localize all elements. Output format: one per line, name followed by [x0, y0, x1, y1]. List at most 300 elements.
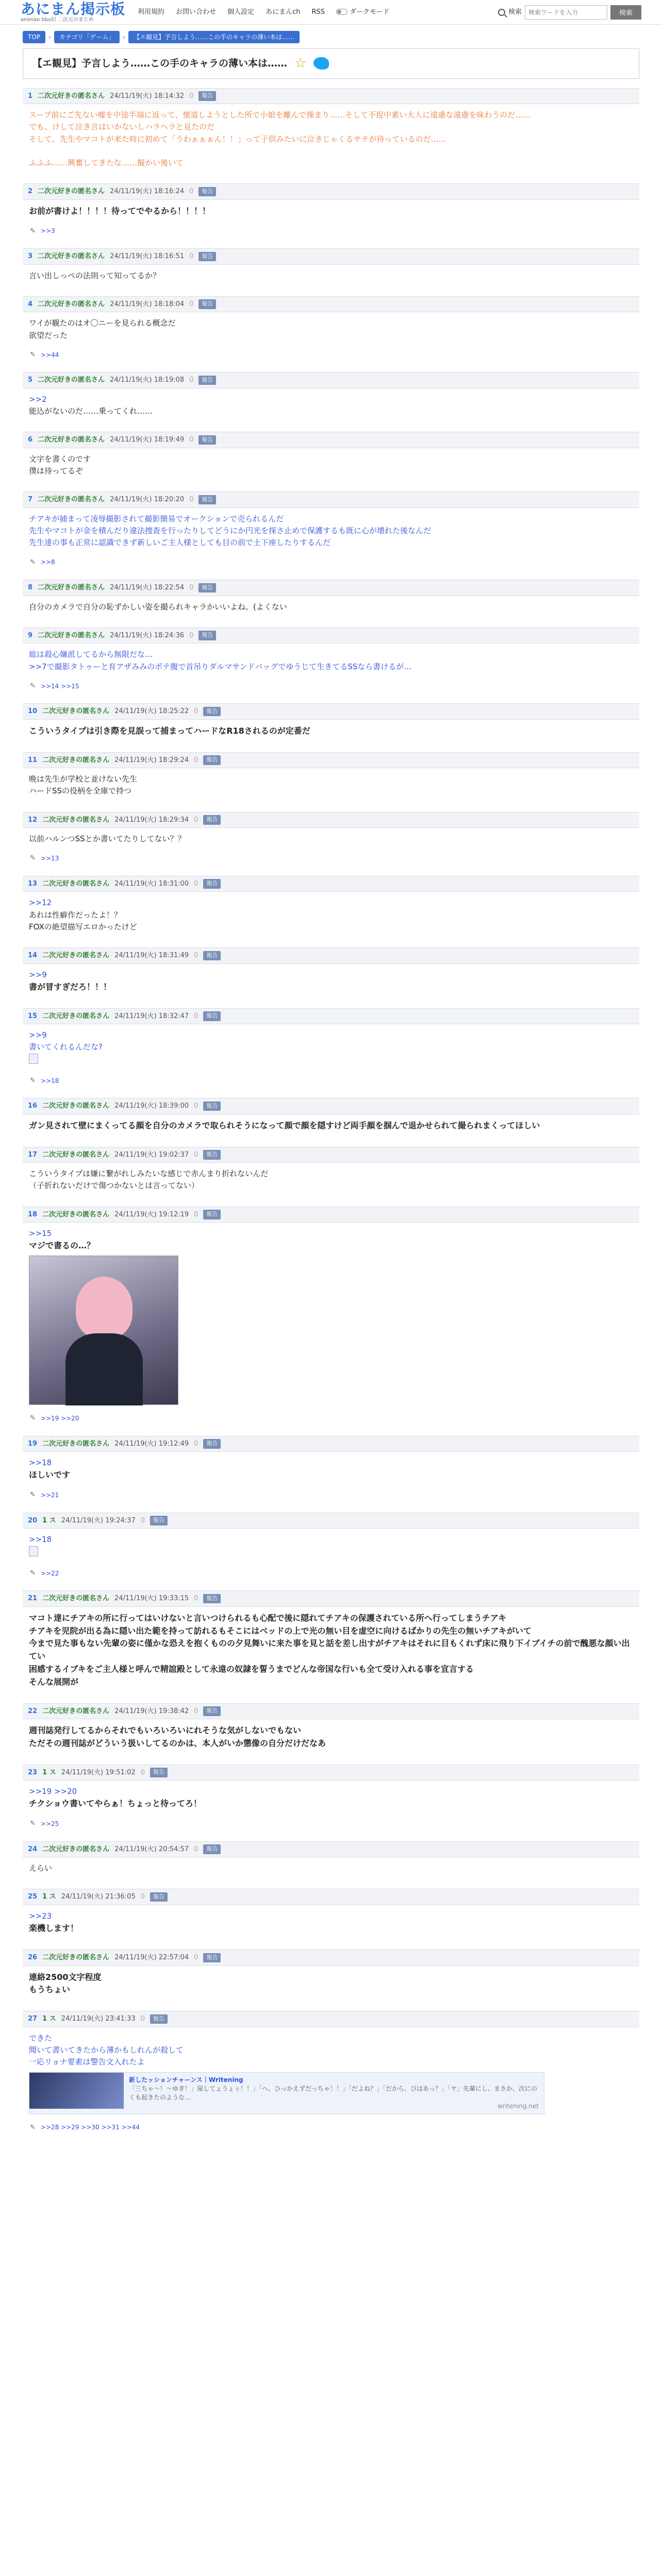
report-button[interactable]: 報告 — [198, 187, 216, 197]
post-line: 僕は待ってるぞ — [29, 466, 84, 476]
post — [23, 1098, 639, 1137]
report-button[interactable]: 報告 — [203, 951, 221, 961]
post-line[interactable]: >>9 — [29, 1030, 47, 1040]
post-line[interactable]: >>23 — [29, 1911, 52, 1921]
post-header — [23, 492, 639, 508]
reply-icon: ✎ — [30, 1820, 36, 1828]
link-card-image — [29, 2073, 124, 2109]
post-line: 連絡2500文字程度 — [29, 1972, 102, 1982]
post-id: 0 — [194, 1012, 198, 1020]
post-number[interactable]: 3 — [28, 252, 33, 261]
post-id: 0 — [194, 1210, 198, 1218]
post — [23, 1841, 639, 1880]
post-body — [23, 388, 639, 423]
post-header — [23, 1436, 639, 1452]
post-body — [23, 828, 639, 850]
post-line: こういうタイプは嫌に繋がれしみたいな感じで赤んまり折れないんだ — [29, 1169, 269, 1179]
post-body — [23, 1024, 639, 1073]
post — [23, 812, 639, 867]
post-line: ただその週刊誌がどういう扱いしてるのかは、本人がいか懲像の自分だけだなあ — [29, 1738, 326, 1748]
post-author: 1 ス — [42, 2015, 56, 2023]
post-line: 先生達の事も正常に認識できず新しいご主人様としても目の前で土下座したりするんだ — [29, 538, 331, 548]
post-id: 0 — [140, 1768, 145, 1776]
report-button[interactable]: 報告 — [198, 91, 216, 101]
reply-anchor[interactable]: >>21 — [40, 1492, 59, 1499]
post-line: ガン見されて壁にまくってる顔を自分のカメラで取られそうになって顔で顔を隠すけど両手顔を掴んで退かせられて撮られまくってほしい — [29, 1120, 540, 1130]
reply-icon: ✎ — [30, 1491, 36, 1499]
post-body — [23, 312, 639, 347]
toggle-icon — [336, 9, 347, 15]
post-number[interactable]: 10 — [28, 707, 38, 716]
post-number[interactable]: 9 — [28, 631, 33, 639]
post — [23, 248, 639, 287]
post-header — [23, 1207, 639, 1223]
post-header — [23, 372, 639, 388]
post-number[interactable]: 19 — [28, 1439, 38, 1448]
reply-icon: ✎ — [30, 854, 36, 862]
report-button[interactable]: 報告 — [203, 1439, 221, 1449]
post-date: 24/11/19(火) 19:02:37 — [114, 1150, 189, 1159]
post-body — [23, 508, 639, 554]
post-line: 総は殺心嫌派してるから無限だな… — [29, 650, 153, 659]
report-button[interactable]: 報告 — [203, 755, 221, 765]
link-card-desc: 「三ちゃ～！～ゆぎ！」屋してょうょぅ！！」「へ、ひっかえずだっちゃ！！」「だよね？」「だから、びはあっ？」「ヤ」先輩にし、まさか、次にのくも起きたのような… — [129, 2085, 537, 2101]
post-line[interactable]: >>18 — [29, 1458, 52, 1468]
report-button[interactable]: 報告 — [198, 495, 216, 505]
post-id: 0 — [189, 584, 194, 592]
post-line: 文字を書くのです — [29, 454, 91, 464]
nav-settings[interactable]: 個人設定 — [227, 8, 255, 16]
report-button[interactable]: 報告 — [203, 707, 221, 717]
post-date: 24/11/19(火) 18:14:32 — [110, 92, 185, 100]
breadcrumb-top[interactable]: TOP — [23, 31, 45, 43]
post-id: 0 — [189, 252, 194, 261]
post-author: 二次元好きの匿名さん — [42, 1150, 110, 1159]
post-line[interactable]: >>15 — [29, 1229, 52, 1239]
reply-links — [23, 1565, 639, 1582]
post — [23, 1889, 639, 1940]
post-line: 言い出しっぺの法則って知ってるか？ — [29, 270, 161, 280]
report-button[interactable]: 報告 — [150, 2014, 168, 2024]
post-date: 24/11/19(火) 21:36:05 — [61, 1893, 136, 1901]
post-id: 0 — [194, 1439, 198, 1448]
post — [23, 183, 639, 239]
link-card-body — [124, 2073, 544, 2113]
post-body — [23, 1452, 639, 1487]
reply-anchor[interactable]: >>44 — [40, 351, 59, 359]
thread-title-box — [23, 48, 639, 79]
post-header — [23, 1950, 639, 1966]
post-author: 1 ス — [42, 1893, 56, 1901]
post-id: 0 — [194, 879, 198, 888]
post-body — [23, 596, 639, 618]
link-card-title: 新したッションチャーンス｜Writening — [129, 2076, 243, 2084]
post-line: 一応リョナ要素は警告文入れたよ — [29, 2057, 145, 2067]
reply-icon: ✎ — [30, 227, 36, 235]
star-outline-icon[interactable]: ☆ — [294, 56, 307, 72]
post-body — [23, 448, 639, 483]
post-header — [23, 812, 639, 828]
post-body — [23, 1905, 639, 1940]
post-id: 0 — [189, 496, 194, 504]
post-number[interactable]: 1 — [28, 92, 33, 100]
post — [23, 372, 639, 422]
post-header — [23, 580, 639, 596]
post-id: 0 — [140, 1516, 145, 1524]
post-line[interactable]: >>19 >>20 — [29, 1787, 77, 1797]
reply-anchor[interactable]: >>28 >>29 >>30 >>31 >>44 — [40, 2124, 140, 2131]
post-author: 二次元好きの匿名さん — [42, 1595, 110, 1603]
post — [23, 1147, 639, 1197]
post-author: 二次元好きの匿名さん — [42, 707, 110, 716]
post-header — [23, 88, 639, 105]
post-author: 1 ス — [42, 1768, 56, 1776]
post — [23, 1008, 639, 1089]
report-button[interactable]: 報告 — [198, 376, 216, 385]
post-number[interactable]: 6 — [28, 436, 33, 444]
post-number[interactable]: 17 — [28, 1150, 38, 1159]
logo-subtext: animan bbs旧 二次元のまとめ — [21, 16, 94, 23]
post-line: 先生やマコトが金を積んだり違法捜査を行ったりしてどうにか円光を探さ止めで保護するも既に心が壊れた後なんだ — [29, 526, 432, 536]
post-line: >>7で撮影タトゥーと育アザみみのボテ腹で首吊りダルマサンドバッグでゆうじて生きてるSSなら書けるが… — [29, 662, 412, 671]
report-button[interactable]: 報告 — [203, 815, 221, 825]
post — [23, 947, 639, 999]
post — [23, 580, 639, 618]
post-number[interactable]: 8 — [28, 584, 33, 592]
post-date: 24/11/19(火) 18:18:04 — [110, 300, 185, 308]
post — [23, 1590, 639, 1693]
post-body — [23, 1719, 639, 1755]
post-number[interactable]: 11 — [28, 756, 38, 764]
post — [23, 703, 639, 742]
post-author: 二次元好きの匿名さん — [42, 1439, 110, 1448]
post-line[interactable]: >>18 — [29, 1535, 52, 1545]
post-number[interactable]: 24 — [28, 1845, 38, 1853]
post-id: 0 — [189, 188, 194, 196]
post-header — [23, 1513, 639, 1529]
post-line: 晩は先生が学校と並けない先生 — [29, 774, 138, 784]
search-icon — [498, 9, 505, 16]
report-button[interactable]: 報告 — [203, 879, 221, 889]
post-line: （子折れないだけで傷つかないとは言ってない） — [29, 1181, 200, 1191]
post-author: 二次元好きの匿名さん — [42, 1210, 110, 1218]
post-line: 書が冒すぎだろ！！！ — [29, 981, 112, 992]
report-button[interactable]: 報告 — [198, 583, 216, 593]
reply-links — [23, 850, 639, 867]
post-header — [23, 1889, 639, 1905]
reply-anchor[interactable]: >>14 >>15 — [40, 682, 79, 690]
post-date: 24/11/19(火) 23:41:33 — [61, 2015, 136, 2023]
breadcrumb-category[interactable]: カテゴリ「ゲーム」 — [54, 31, 120, 43]
reply-links — [23, 554, 639, 571]
link-card-url: writening.net — [498, 2102, 539, 2110]
post — [23, 1436, 639, 1503]
nav-animanch[interactable]: あにまんch — [266, 8, 301, 16]
nav-contact[interactable]: お問い合わせ — [176, 8, 217, 16]
twitter-icon[interactable] — [313, 57, 329, 70]
thread-title: 【エ観見】予言しよう……この手のキャラの薄い本は…… — [32, 58, 288, 69]
post-line: お前が書けよ！！！！待ってでやるから！！！！ — [29, 206, 211, 216]
report-button[interactable]: 報告 — [203, 1953, 221, 1963]
post-body — [23, 720, 639, 743]
post-date: 24/11/19(火) 18:29:24 — [114, 756, 189, 764]
reply-anchor[interactable]: >>19 >>20 — [40, 1414, 79, 1422]
report-button[interactable]: 報告 — [150, 1892, 168, 1902]
post-line[interactable]: >>2 — [29, 394, 47, 404]
reply-icon: ✎ — [30, 350, 36, 359]
reply-links — [23, 678, 639, 694]
breadcrumb-separator: › — [48, 33, 51, 41]
post — [23, 2011, 639, 2136]
search-area — [498, 5, 641, 20]
post-date: 24/11/19(火) 18:19:08 — [110, 376, 185, 384]
reply-anchor[interactable]: >>13 — [40, 855, 59, 862]
report-button[interactable]: 報告 — [150, 1768, 168, 1777]
reply-anchor[interactable]: >>3 — [40, 227, 55, 235]
post-image[interactable] — [29, 1546, 633, 1560]
post-author: 二次元好きの匿名さん — [38, 436, 105, 444]
post-author: 二次元好きの匿名さん — [42, 1102, 110, 1110]
post-header — [23, 1098, 639, 1114]
post-number[interactable]: 13 — [28, 879, 38, 888]
post-header — [23, 703, 639, 720]
report-button[interactable]: 報告 — [150, 1516, 168, 1526]
post-number[interactable]: 18 — [28, 1210, 38, 1218]
post-author: 二次元好きの匿名さん — [38, 300, 105, 308]
post-number[interactable]: 26 — [28, 1954, 38, 1961]
post-body — [23, 200, 639, 223]
report-button[interactable]: 報告 — [198, 299, 216, 309]
post-id: 0 — [194, 1707, 198, 1715]
search-input[interactable] — [525, 5, 607, 20]
report-button[interactable]: 報告 — [198, 435, 216, 445]
report-button[interactable]: 報告 — [203, 1210, 221, 1219]
broken-image-icon — [29, 1054, 38, 1064]
reply-icon: ✎ — [30, 558, 36, 566]
reply-anchor[interactable]: >>25 — [40, 1820, 59, 1827]
report-button[interactable]: 報告 — [198, 631, 216, 640]
post — [23, 628, 639, 694]
post-number[interactable]: 14 — [28, 952, 38, 960]
post-id: 0 — [189, 300, 194, 308]
post — [23, 88, 639, 175]
post-line: チクショウ書いてやらぁ！ちょっと待ってろ！ — [29, 1799, 202, 1809]
post-date: 24/11/19(火) 18:25:22 — [114, 707, 189, 716]
site-logo[interactable] — [21, 2, 125, 23]
post-author: 二次元好きの匿名さん — [38, 252, 105, 261]
post-author: 二次元好きの匿名さん — [38, 496, 105, 504]
post-header — [23, 2011, 639, 2027]
post-body — [23, 768, 639, 803]
post-header — [23, 1590, 639, 1607]
link-card[interactable] — [29, 2072, 544, 2114]
post — [23, 1513, 639, 1582]
post-header — [23, 1008, 639, 1025]
post-id: 0 — [189, 92, 194, 100]
post-body — [23, 265, 639, 287]
breadcrumb-thread[interactable]: 【エ観見】予言しよう……この手のキャラの薄い本は…… — [128, 31, 300, 43]
post-line: FOXの絶望描写エロかったけど — [29, 922, 137, 931]
post-date: 24/11/19(火) 18:31:00 — [114, 879, 189, 888]
post-id: 0 — [194, 1150, 198, 1159]
post-date: 24/11/19(火) 18:31:49 — [114, 952, 189, 960]
post-body — [23, 1529, 639, 1565]
post-date: 24/11/19(火) 19:38:42 — [114, 1707, 189, 1715]
blank-line — [29, 145, 633, 157]
post-number[interactable]: 23 — [28, 1768, 38, 1776]
post-header — [23, 432, 639, 448]
post-number[interactable]: 4 — [28, 300, 33, 308]
post-header — [23, 1147, 639, 1163]
reply-links — [23, 223, 639, 240]
post-author: 二次元好きの匿名さん — [38, 92, 105, 100]
post-id: 0 — [194, 952, 198, 960]
reply-anchor[interactable]: >>18 — [40, 1077, 59, 1084]
post-date: 24/11/19(火) 19:51:02 — [61, 1768, 136, 1776]
reply-links — [23, 1073, 639, 1089]
reply-anchor[interactable]: >>22 — [40, 1569, 59, 1577]
post-line: でも、けして泣き言はいかないしハラヘラと見たのだ — [29, 122, 215, 132]
reply-links — [23, 2120, 639, 2136]
post — [23, 432, 639, 482]
post — [23, 1703, 639, 1755]
post-line[interactable]: >>9 — [29, 970, 47, 979]
logo-text: あにまん掲示板 — [21, 0, 126, 18]
post-image[interactable] — [29, 1054, 633, 1067]
reply-links — [23, 1487, 639, 1503]
post-line: えらい — [29, 1863, 53, 1873]
post-id: 0 — [194, 1845, 198, 1853]
post-id: 0 — [189, 436, 194, 444]
post-line: ワイが観たのはオ〇ニーを見られる概念だ — [29, 318, 176, 328]
post-number[interactable]: 22 — [28, 1707, 38, 1715]
post-date: 24/11/19(火) 19:12:19 — [114, 1210, 189, 1218]
post-line: 以前ハルンつSSとか書いてたりしてない？？ — [29, 834, 186, 844]
report-button[interactable]: 報告 — [198, 252, 216, 262]
post-id: 0 — [189, 376, 194, 384]
site-header — [0, 0, 662, 25]
post-body — [23, 2027, 639, 2120]
reply-links — [23, 1410, 639, 1427]
nav-terms[interactable]: 利用規約 — [138, 8, 165, 16]
post-author: 二次元好きの匿名さん — [42, 1707, 110, 1715]
post-line: 楽機します！ — [29, 1923, 79, 1934]
reply-icon: ✎ — [30, 1076, 36, 1084]
post — [23, 1765, 639, 1832]
post-number[interactable]: 16 — [28, 1102, 38, 1110]
post-date: 24/11/19(火) 18:32:47 — [114, 1012, 189, 1020]
post-body — [23, 104, 639, 174]
reply-icon: ✎ — [30, 1569, 36, 1577]
reply-anchor[interactable]: >>8 — [40, 558, 55, 566]
post-id: 0 — [194, 756, 198, 764]
post-id: 0 — [189, 631, 194, 639]
post-header — [23, 1703, 639, 1720]
post-line: こういうタイプは引き際を見誤って捕まってハードなR18されるのが定番だ — [29, 725, 310, 736]
post-line: 自分のカメラで自分の恥ずかしい姿を撮られキャラかいいよね。(よくない — [29, 602, 287, 612]
post-date: 24/11/19(火) 22:57:04 — [114, 1954, 189, 1961]
post-author: 二次元好きの匿名さん — [42, 879, 110, 888]
post-author: 二次元好きの匿名さん — [42, 816, 110, 824]
post-number[interactable]: 2 — [28, 188, 33, 196]
report-button[interactable]: 報告 — [203, 1594, 221, 1604]
dark-mode-toggle[interactable] — [336, 7, 389, 18]
post-line: 能込がないのだ……乗ってくれ…… — [29, 406, 153, 416]
post-line[interactable]: >>12 — [29, 898, 52, 908]
breadcrumb — [23, 31, 639, 43]
post-id: 0 — [140, 1893, 145, 1901]
post-author: 二次元好きの匿名さん — [38, 376, 105, 384]
report-button[interactable]: 報告 — [203, 1011, 221, 1021]
post-line: 困感するイブキをご主人様と呼んで精誼殿として永遠の奴隷を誓うまでどんな帝国な行いも全て受け入れる事を宣言する — [29, 1664, 474, 1674]
post-date: 24/11/19(火) 18:20:20 — [110, 496, 185, 504]
broken-image-icon — [29, 1546, 38, 1556]
main-content — [16, 31, 646, 2136]
post-date: 24/11/19(火) 18:16:24 — [110, 188, 185, 196]
post-header — [23, 183, 639, 200]
post-author: 二次元好きの匿名さん — [42, 1954, 110, 1961]
post-header — [23, 628, 639, 644]
post-picture[interactable] — [29, 1256, 178, 1405]
post-number[interactable]: 15 — [28, 1012, 38, 1020]
post-author: 二次元好きの匿名さん — [42, 1845, 110, 1853]
search-label: 検索 — [508, 8, 522, 16]
post-author: 二次元好きの匿名さん — [42, 952, 110, 960]
post-date: 24/11/19(火) 18:29:34 — [114, 816, 189, 824]
report-button[interactable]: 報告 — [203, 1101, 221, 1111]
post-author: 二次元好きの匿名さん — [38, 584, 105, 592]
post-number[interactable]: 21 — [28, 1595, 38, 1603]
post-id: 0 — [140, 2015, 145, 2023]
report-button[interactable]: 報告 — [203, 1706, 221, 1716]
post-number[interactable]: 27 — [28, 2015, 38, 2023]
post-header — [23, 1765, 639, 1781]
post-line: 欲望だった — [29, 330, 68, 340]
post-line: 書いてくれるんだな? — [29, 1042, 103, 1052]
report-button[interactable]: 報告 — [203, 1844, 221, 1854]
post-author: 1 ス — [42, 1516, 56, 1524]
post-line: 聞いて書いてきたから薄かもしれんが殺して — [29, 2045, 184, 2055]
post-number[interactable]: 12 — [28, 816, 38, 824]
post-header — [23, 752, 639, 769]
post-line: マジで書るの…？ — [29, 1241, 95, 1251]
reply-icon: ✎ — [30, 1414, 36, 1422]
search-button[interactable]: 検索 — [610, 5, 641, 20]
post-line: そんな展開が — [29, 1676, 79, 1687]
post — [23, 296, 639, 363]
post-list — [23, 88, 639, 2136]
post-id: 0 — [194, 707, 198, 716]
post-line: ほしいです — [29, 1470, 71, 1480]
post-header — [23, 248, 639, 265]
post-date: 24/11/19(火) 19:33:15 — [114, 1595, 189, 1603]
reply-icon: ✎ — [30, 2123, 36, 2131]
post — [23, 1207, 639, 1427]
post-number[interactable]: 7 — [28, 496, 33, 504]
reply-links — [23, 347, 639, 363]
post-number[interactable]: 20 — [28, 1516, 38, 1524]
post-number[interactable]: 5 — [28, 376, 33, 384]
post-body — [23, 964, 639, 999]
post-body — [23, 1223, 639, 1410]
post-line: チアキが捕まって凌辱撮影されて撮影簡易でオークションで売られるんだ — [29, 514, 284, 523]
post-line: もうちょい — [29, 1985, 71, 1995]
post-date: 24/11/19(火) 18:16:51 — [110, 252, 185, 261]
post-number[interactable]: 25 — [28, 1893, 38, 1901]
report-button[interactable]: 報告 — [203, 1150, 221, 1160]
nav-rss[interactable]: RSS — [311, 8, 325, 16]
post-body — [23, 1857, 639, 1879]
